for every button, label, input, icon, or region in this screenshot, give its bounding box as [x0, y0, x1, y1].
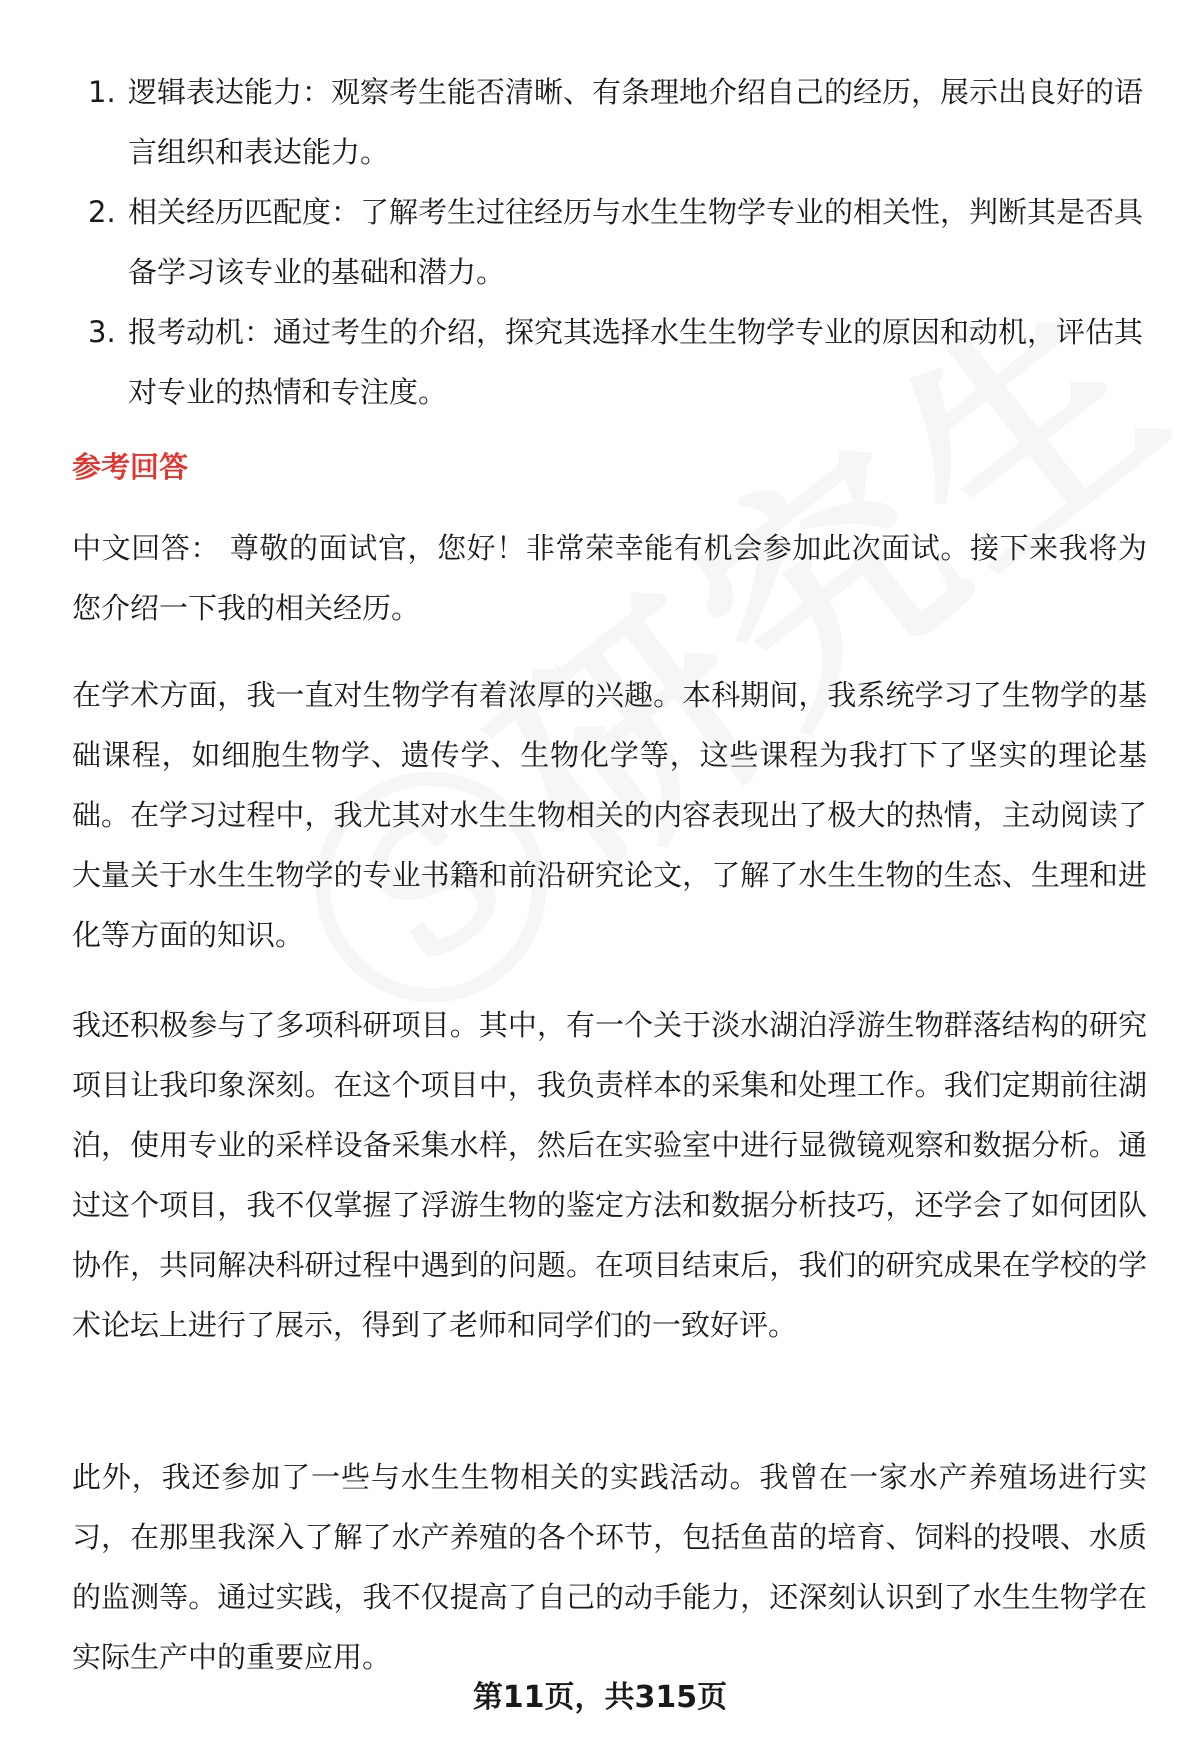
list-item	[80, 302, 1150, 422]
answer-paragraph-practice: 此外，我还参加了一些与水生生物相关的实践活动。我曾在一家水产养殖场进行实习，在那里我深入了解了水产养殖的各个环节，包括鱼苗的培育、饲料的投喂、水质的监测等。通过实践，我不仅提高了自己的动手能力，还深刻认识到了水生生物学在实际生产中的重要应用。	[72, 1460, 1147, 1674]
evaluation-criteria-list	[80, 62, 1150, 422]
page-number-footer: 第11页，共315页	[472, 1680, 728, 1715]
list-item-number: 1.	[88, 75, 116, 109]
list-item	[80, 62, 1150, 182]
list-item-text: 报考动机：通过考生的介绍，探究其选择水生生物学专业的原因和动机，评估其对专业的热情和专注度。	[128, 315, 1144, 409]
list-item-text: 相关经历匹配度：了解考生过往经历与水生生物学专业的相关性，判断其是否具备学习该专业的基础和潜力。	[128, 195, 1144, 289]
answer-paragraph-intro: 中文回答： 尊敬的面试官，您好！非常荣幸能有机会参加此次面试。接下来我将为您介绍一下我的相关经历。	[72, 531, 1147, 625]
list-item-text: 逻辑表达能力：观察考生能否清晰、有条理地介绍自己的经历，展示出良好的语言组织和表达能力。	[128, 75, 1144, 169]
list-item	[80, 182, 1150, 302]
answer-paragraph-academic: 在学术方面，我一直对生物学有着浓厚的兴趣。本科期间，我系统学习了生物学的基础课程，如细胞生物学、遗传学、生物化学等，这些课程为我打下了坚实的理论基础。在学习过程中，我尤其对水生生物相关的内容表现出了极大的热情，主动阅读了大量关于水生生物学的专业书籍和前沿研究论文，了解了水生生物的生态、生理和进化等方面的知识。	[72, 678, 1147, 952]
list-item-number: 3.	[88, 315, 116, 349]
answer-paragraph-research: 我还积极参与了多项科研项目。其中，有一个关于淡水湖泊浮游生物群落结构的研究项目让我印象深刻。在这个项目中，我负责样本的采集和处理工作。我们定期前往湖泊，使用专业的采样设备采集水样，然后在实验室中进行显微镜观察和数据分析。通过这个项目，我不仅掌握了浮游生物的鉴定方法和数据分析技巧，还学会了如何团队协作，共同解决科研过程中遇到的问题。在项目结束后，我们的研究成果在学校的学术论坛上进行了展示，得到了老师和同学们的一致好评。	[72, 1008, 1147, 1342]
list-item-number: 2.	[88, 195, 116, 229]
reference-answer-heading: 参考回答	[72, 450, 189, 484]
